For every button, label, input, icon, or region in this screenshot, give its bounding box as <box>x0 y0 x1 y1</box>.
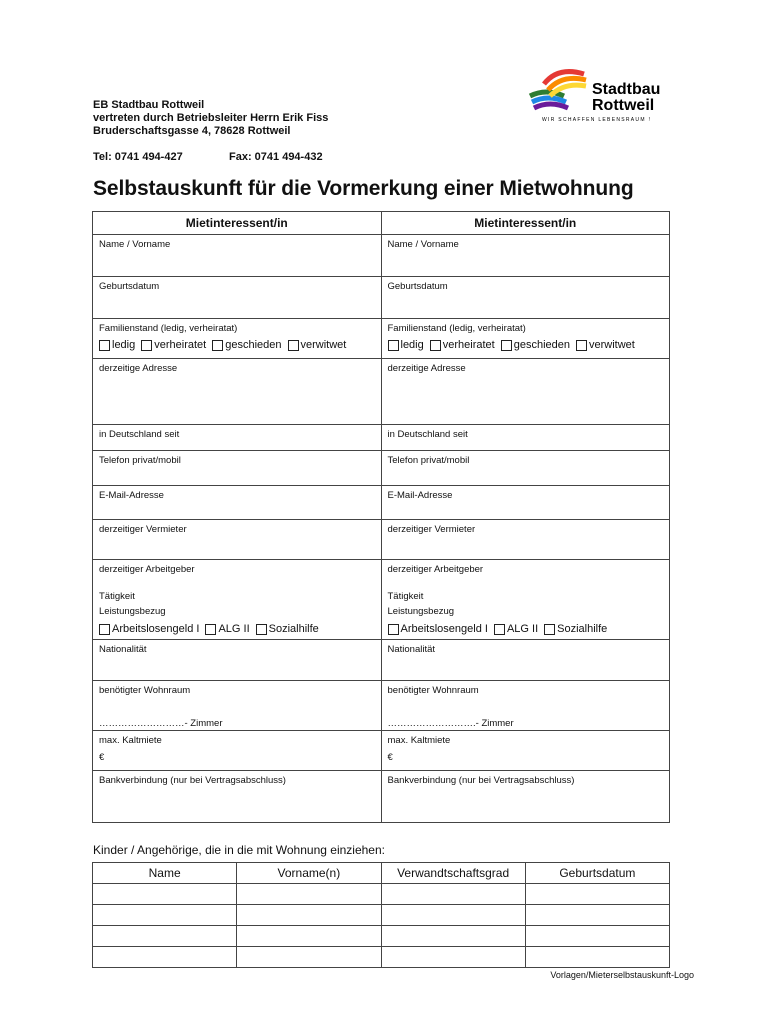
nationality-field-2[interactable] <box>381 640 670 681</box>
table-cell[interactable] <box>381 926 525 947</box>
name-label: Name / Vorname <box>99 239 171 250</box>
bank-details-label: Bankverbindung (nur bei Vertragsabschluss) <box>99 775 286 786</box>
marital-status-field-1 <box>93 319 382 359</box>
table-cell[interactable] <box>525 905 669 926</box>
email-field-1[interactable] <box>93 486 382 520</box>
page-title: Selbstauskunft für die Vormerkung einer Mietwohnung <box>93 177 634 200</box>
birthdate-field-2[interactable] <box>381 277 670 319</box>
table-cell[interactable] <box>237 905 381 926</box>
benefits-options-2 <box>382 623 670 635</box>
landlord-label: derzeitiger Vermieter <box>99 524 187 535</box>
phone-field-1[interactable] <box>93 451 382 486</box>
option-label: Sozialhilfe <box>557 623 608 635</box>
option-label: Sozialhilfe <box>268 623 319 635</box>
org-name: EB Stadtbau Rottweil <box>93 99 205 111</box>
table-cell[interactable] <box>93 905 237 926</box>
representative: vertreten durch Betriebsleiter Herrn Erik Fiss <box>93 112 329 124</box>
table-cell[interactable] <box>237 926 381 947</box>
landlord-label: derzeitiger Vermieter <box>387 524 476 535</box>
bank-details-label: Bankverbindung (nur bei Vertragsabschluss) <box>387 775 575 786</box>
org-address: Bruderschaftsgasse 4, 78628 Rottweil <box>93 125 291 137</box>
name-field-2[interactable] <box>381 235 670 277</box>
children-header-firstname: Vorname(n) <box>237 863 381 884</box>
table-cell[interactable] <box>93 947 237 968</box>
option-label: verwitwet <box>300 339 347 351</box>
table-row <box>93 905 670 926</box>
checkbox-alg-ii[interactable] <box>205 624 216 635</box>
marital-options-2 <box>382 339 670 351</box>
fax-number: Fax: 0741 494-432 <box>229 151 323 163</box>
benefits-label: Leistungsbezug <box>387 606 455 617</box>
euro-sign: € <box>387 752 393 763</box>
email-label: E-Mail-Adresse <box>387 490 453 501</box>
table-cell[interactable] <box>237 884 381 905</box>
employer-field-2[interactable] <box>381 560 670 640</box>
employer-label: derzeitiger Arbeitgeber <box>387 564 484 575</box>
benefits-label: Leistungsbezug <box>99 606 166 617</box>
address-field-1[interactable] <box>93 359 382 425</box>
children-table <box>92 862 670 968</box>
checkbox-alg-ii[interactable] <box>494 624 505 635</box>
nationality-label: Nationalität <box>99 644 147 655</box>
checkbox-verheiratet[interactable] <box>430 340 441 351</box>
in-germany-since-field-2[interactable] <box>381 425 670 451</box>
rooms-label: ………………………- Zimmer <box>99 718 223 729</box>
marital-status-field-2 <box>381 319 670 359</box>
address-field-2[interactable] <box>381 359 670 425</box>
column-header-2: Mietinteressent/in <box>381 212 670 235</box>
nationality-label: Nationalität <box>387 644 436 655</box>
children-header-birthdate: Geburtsdatum <box>525 863 669 884</box>
table-row <box>93 947 670 968</box>
table-cell[interactable] <box>93 884 237 905</box>
checkbox-verwitwet[interactable] <box>576 340 587 351</box>
bank-details-field-1[interactable] <box>93 771 382 823</box>
living-space-field-2[interactable] <box>381 681 670 731</box>
children-section-title: Kinder / Angehörige, die in die mit Wohnung einziehen: <box>93 843 385 857</box>
name-field-1[interactable] <box>93 235 382 277</box>
employer-field-1[interactable] <box>93 560 382 640</box>
landlord-field-2[interactable] <box>381 520 670 560</box>
applicant-form-table <box>92 211 670 823</box>
table-row <box>93 926 670 947</box>
option-label: ALG II <box>506 623 539 635</box>
table-cell[interactable] <box>381 884 525 905</box>
option-label: ledig <box>112 339 136 351</box>
phone-number: Tel: 0741 494-427 <box>93 151 183 163</box>
landlord-field-1[interactable] <box>93 520 382 560</box>
checkbox-ledig[interactable] <box>388 340 399 351</box>
marital-status-label: Familienstand (ledig, verheiratat) <box>99 323 238 334</box>
checkbox-verwitwet[interactable] <box>288 340 299 351</box>
option-label: Arbeitslosengeld I <box>112 623 200 635</box>
checkbox-verheiratet[interactable] <box>141 340 152 351</box>
option-label: Arbeitslosengeld I <box>400 623 488 635</box>
address-label: derzeitige Adresse <box>99 363 178 374</box>
max-rent-field-1[interactable] <box>93 731 382 771</box>
table-cell[interactable] <box>381 947 525 968</box>
table-cell[interactable] <box>237 947 381 968</box>
logo-line1: Stadtbau <box>592 81 661 98</box>
option-label: ALG II <box>218 623 250 635</box>
option-label: geschieden <box>513 339 571 351</box>
occupation-label: Tätigkeit <box>387 591 424 602</box>
checkbox-arbeitslosengeld[interactable] <box>99 624 110 635</box>
max-rent-label: max. Kaltmiete <box>99 735 162 746</box>
benefits-options-1 <box>93 623 381 635</box>
occupation-label: Tätigkeit <box>99 591 135 602</box>
checkbox-geschieden[interactable] <box>212 340 223 351</box>
table-cell[interactable] <box>93 926 237 947</box>
logo-line2: Rottweil <box>592 97 655 114</box>
table-cell[interactable] <box>525 947 669 968</box>
in-germany-since-label: in Deutschland seit <box>99 429 180 440</box>
birthdate-field-1[interactable] <box>93 277 382 319</box>
table-cell[interactable] <box>525 926 669 947</box>
nationality-field-1[interactable] <box>93 640 382 681</box>
in-germany-since-field-1[interactable] <box>93 425 382 451</box>
children-header-name: Name <box>93 863 237 884</box>
living-space-label: benötigter Wohnraum <box>387 685 479 696</box>
marital-options-1 <box>93 339 381 351</box>
phone-label: Telefon privat/mobil <box>387 455 470 466</box>
max-rent-field-2[interactable] <box>381 731 670 771</box>
checkbox-sozialhilfe[interactable] <box>256 624 267 635</box>
logo-tagline: WIR SCHAFFEN LEBENSRAUM ! <box>542 117 652 123</box>
employer-label: derzeitiger Arbeitgeber <box>99 564 195 575</box>
max-rent-label: max. Kaltmiete <box>387 735 451 746</box>
stadtbau-logo <box>528 66 668 126</box>
table-row <box>93 884 670 905</box>
email-field-2[interactable] <box>381 486 670 520</box>
table-cell[interactable] <box>381 905 525 926</box>
address-label: derzeitige Adresse <box>387 363 466 374</box>
birthdate-label: Geburtsdatum <box>99 281 160 292</box>
living-space-label: benötigter Wohnraum <box>99 685 191 696</box>
option-label: geschieden <box>225 339 282 351</box>
email-label: E-Mail-Adresse <box>99 490 164 501</box>
name-label: Name / Vorname <box>387 239 459 250</box>
checkbox-arbeitslosengeld[interactable] <box>388 624 399 635</box>
rainbow-logo-icon <box>528 66 668 126</box>
birthdate-label: Geburtsdatum <box>387 281 448 292</box>
option-label: verwitwet <box>589 339 635 351</box>
checkbox-sozialhilfe[interactable] <box>544 624 555 635</box>
euro-sign: € <box>99 752 105 763</box>
option-label: verheiratet <box>442 339 495 351</box>
phone-field-2[interactable] <box>381 451 670 486</box>
option-label: verheiratet <box>154 339 207 351</box>
option-label: ledig <box>400 339 424 351</box>
footer-reference: Vorlagen/Mieterselbstauskunft-Logo <box>550 970 694 980</box>
checkbox-ledig[interactable] <box>99 340 110 351</box>
bank-details-field-2[interactable] <box>381 771 670 823</box>
living-space-field-1[interactable] <box>93 681 382 731</box>
rooms-label: ……………………….- Zimmer <box>387 718 514 729</box>
children-header-relationship: Verwandtschaftsgrad <box>381 863 525 884</box>
table-cell[interactable] <box>525 884 669 905</box>
column-header-1: Mietinteressent/in <box>93 212 382 235</box>
in-germany-since-label: in Deutschland seit <box>387 429 468 440</box>
phone-label: Telefon privat/mobil <box>99 455 181 466</box>
marital-status-label: Familienstand (ledig, verheiratat) <box>387 323 526 334</box>
checkbox-geschieden[interactable] <box>501 340 512 351</box>
